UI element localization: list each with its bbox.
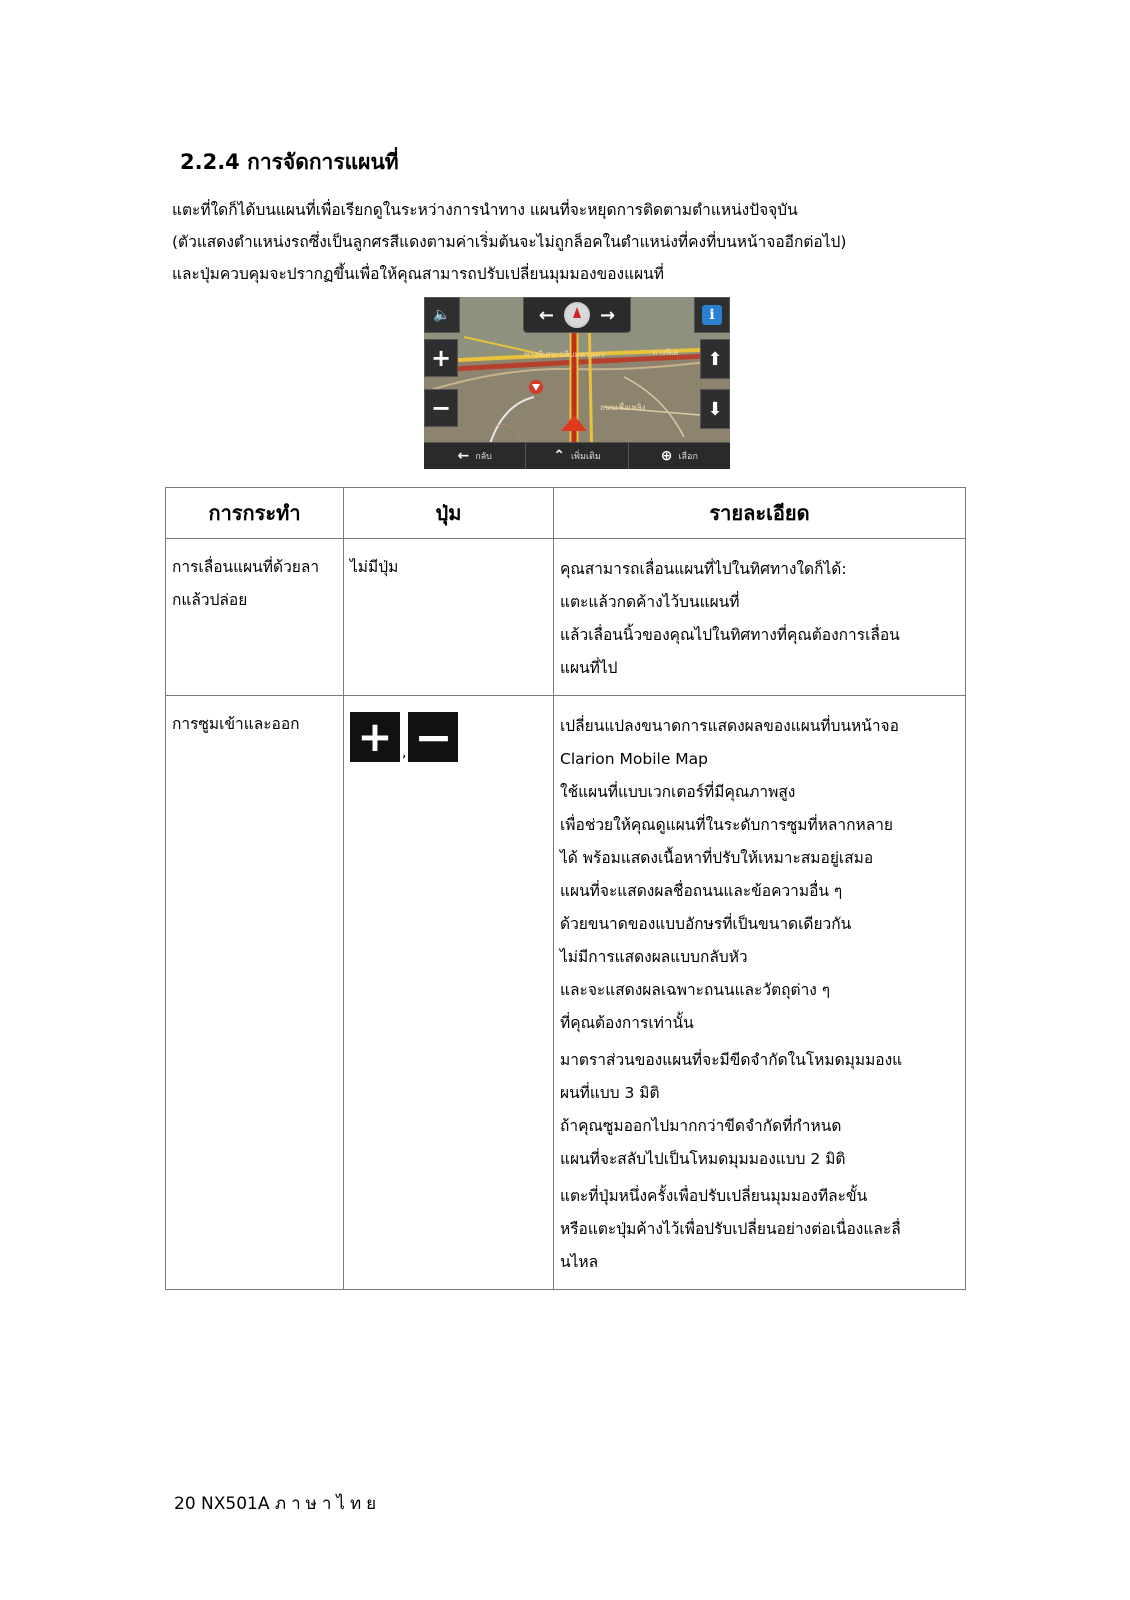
intro-line: แตะที่ใดก็ได้บนแผนที่เพื่อเรียกดูในระหว่างการนำทาง แผนที่จะหยุดการติดตามตำแหน่งปัจจุบัน: [172, 201, 798, 219]
detail-line: แตะแล้วกดค้างไว้บนแผนที่: [560, 593, 740, 611]
table-row: [166, 696, 966, 1290]
action-line: กแล้วปล่อย: [172, 591, 248, 609]
chevron-up-icon: ⌃: [553, 448, 565, 464]
map-road-label: ทางพิเศ: [652, 348, 679, 357]
minus-icon: −: [408, 712, 458, 762]
detail-cell: [554, 696, 966, 1290]
detail-line: แผนที่ไป: [560, 659, 618, 677]
detail-line: แล้วเลื่อนนิ้วของคุณไปในทิศทางที่คุณต้องการเลื่อน: [560, 626, 900, 644]
header-button: ปุ่ม: [344, 488, 554, 539]
intro-line: และปุ่มควบคุมจะปรากฏขึ้นเพื่อให้คุณสามารถปรับเปลี่ยนมุมมองของแผนที่: [172, 265, 664, 283]
map-direction-bar[interactable]: [523, 297, 631, 333]
tilt-down-button[interactable]: ⬇: [700, 389, 730, 429]
detail-line: มาตราส่วนของแผนที่จะมีขีดจำกัดในโหมดมุมมองแ: [560, 1051, 903, 1069]
more-button[interactable]: [526, 443, 628, 469]
action-line: การซูมเข้าและออก: [172, 715, 300, 733]
header-action: การกระทำ: [166, 488, 344, 539]
page-footer: [174, 1490, 381, 1517]
zoom-out-button[interactable]: −: [424, 389, 458, 427]
detail-line: แผนที่จะสลับไปเป็นโหมดมุมมองแบบ 2 มิติ: [560, 1150, 846, 1168]
detail-line: คุณสามารถเลื่อนแผนที่ไปในทิศทางใดก็ได้:: [560, 560, 847, 578]
select-label: เลือก: [678, 452, 698, 462]
detail-line: แผนที่จะแสดงผลชื่อถนนและข้อความอื่น ๆ: [560, 882, 843, 900]
detail-line: ไม่มีการแสดงผลแบบกลับหัว: [560, 948, 748, 966]
detail-line: ถ้าคุณซูมออกไปมากกว่าขีดจำกัดที่กำหนด: [560, 1117, 842, 1135]
section-heading: 2.2.4 การจัดการแผนที่: [180, 150, 399, 174]
detail-line: ที่คุณต้องการเท่านั้น: [560, 1014, 694, 1032]
page-number: 20: [174, 1494, 196, 1514]
back-arrow-icon: ←: [457, 448, 470, 464]
back-button[interactable]: [424, 443, 526, 469]
map-road-label: ทางพิเศษเฉลิมมหานคร: [524, 350, 605, 359]
detail-line: ผนที่แบบ 3 มิติ: [560, 1084, 660, 1102]
table-row: [166, 539, 966, 696]
map-actions-table: [165, 487, 966, 1290]
select-button[interactable]: [629, 443, 730, 469]
zoom-icons: [350, 708, 547, 762]
detail-line: เพื่อช่วยให้คุณดูแผนที่ในระดับการซูมที่หลากหลาย: [560, 816, 894, 834]
detail-line: หรือแตะปุ่มค้างไว้เพื่อปรับเปลี่ยนอย่างต่อเนื่องและลื่: [560, 1220, 901, 1238]
table-header-row: [166, 488, 966, 539]
back-label: กลับ: [475, 452, 492, 462]
intro-paragraph: [172, 194, 972, 290]
intro-line: (ตัวแสดงตำแหน่งรถซึ่งเป็นลูกศรสีแดงตามค่าเริ่มต้นจะไม่ถูกล็อคในตำแหน่งที่คงที่บนหน้าจออีกต่อไป): [172, 233, 847, 251]
detail-line: เปลี่ยนแปลงขนาดการแสดงผลของแผนที่บนหน้าจอ: [560, 717, 899, 735]
compass-icon[interactable]: [564, 302, 590, 328]
detail-line: แตะที่ปุ่มหนึ่งครั้งเพื่อปรับเปลี่ยนมุมมองทีละขั้น: [560, 1187, 868, 1205]
detail-cell: [554, 539, 966, 696]
detail-line: ใช้แผนที่แบบเวกเตอร์ที่มีคุณภาพสูง: [560, 783, 796, 801]
detail-group: [560, 1180, 959, 1279]
detail-group: [560, 710, 959, 1040]
model-name: NX501A: [201, 1494, 270, 1514]
rotate-left-icon[interactable]: ←: [538, 304, 554, 326]
rotate-right-icon[interactable]: →: [600, 304, 616, 326]
info-button[interactable]: [694, 297, 730, 333]
plus-icon: +: [350, 712, 400, 762]
map-bottom-bar: [424, 442, 730, 469]
speaker-icon[interactable]: 🔈: [424, 297, 460, 333]
zoom-in-button[interactable]: +: [424, 339, 458, 377]
action-line: การเลื่อนแผนที่ด้วยลา: [172, 558, 320, 576]
detail-line: และจะแสดงผลเฉพาะถนนและวัตถุต่าง ๆ: [560, 981, 831, 999]
icon-separator: ,: [402, 745, 407, 761]
map-road-label: ถนนเชื่อเพลิง: [600, 403, 646, 412]
detail-line: นไหล: [560, 1253, 599, 1271]
header-detail: รายละเอียด: [554, 488, 966, 539]
button-cell: [344, 696, 554, 1290]
more-label: เพิ่มเติม: [570, 452, 601, 462]
info-icon: i: [702, 305, 722, 325]
no-button-text: ไม่มีปุ่ม: [350, 558, 399, 576]
map-screenshot: [424, 297, 730, 469]
detail-line: ได้ พร้อมแสดงเนื้อหาที่ปรับให้เหมาะสมอยู่เสมอ: [560, 849, 874, 867]
action-cell: [166, 696, 344, 1290]
detail-line: ด้วยขนาดของแบบอักษรที่เป็นขนาดเดียวกัน: [560, 915, 852, 933]
crosshair-icon: ⊕: [660, 448, 673, 464]
action-cell: [166, 539, 344, 696]
detail-group: [560, 1044, 959, 1176]
tilt-up-button[interactable]: ⬆: [700, 339, 730, 379]
language-label: ภาษาไทย: [274, 1494, 382, 1514]
button-cell: [344, 539, 554, 696]
detail-line: Clarion Mobile Map: [560, 750, 709, 768]
